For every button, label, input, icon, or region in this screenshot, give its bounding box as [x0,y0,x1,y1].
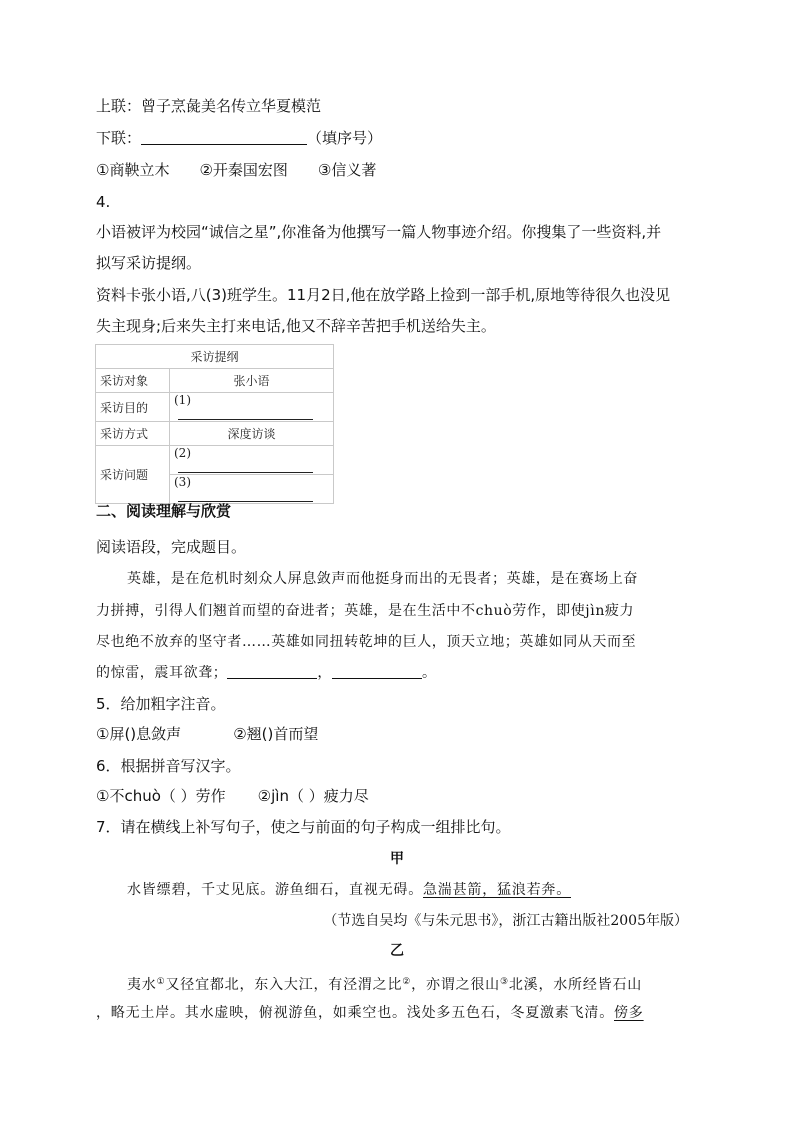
row-answer-cell [170,475,334,504]
question-5-items [96,724,318,744]
couplet-lower-hint: （填序号） [307,129,383,147]
text-b-seg-2: 又径宜都北，东入大江，有泾渭之比 [165,977,403,993]
text-a-title: 甲 [390,851,404,867]
row-label: 采访对象 [96,369,170,393]
text-b-line-2 [96,1003,644,1023]
text-b-line-2-plain: ，略无土岸。其水虚映，俯视游鱼，如乘空也。浅处多五色石，冬夏激素飞清。 [96,1005,614,1021]
footnote-marker-1: ① [156,977,166,987]
parallel-blank-2[interactable] [332,663,422,679]
q5-answer-paren-1[interactable]: () [124,725,137,743]
question-4-intro-line-1: 小语被评为校园“诚信之星”,你准备为他撰写一篇人物事迹介绍。你搜集了一些资料,并 [96,223,662,241]
couplet-upper: 上联：曾子烹彘美名传立华夏模范 [96,97,322,115]
row-label: 采访目的 [96,393,170,422]
row-value: 张小语 [170,369,334,393]
passage-line-3: 尽也绝不放弃的坚守者……英雄如同扭转乾坤的巨人，顶天立地；英雄如同从天而至 [96,634,637,650]
passage-period: 。 [422,665,437,681]
couplet-option-2: ②开秦国宏图 [199,161,288,179]
text-b-seg-4: 北溪，水所经皆石山 [508,977,643,993]
row-value: 深度访谈 [170,422,334,446]
q5-item-2-prefix: ②翘 [233,725,262,743]
text-b-line-2-underlined: 傍多 [614,1005,644,1021]
interview-outline-table [95,344,334,504]
row-answer-cell [170,446,334,475]
q6-item-2: ②jìn（ ）疲力尽 [257,787,369,805]
passage-comma: ， [317,665,333,681]
couplet-lower [96,128,382,148]
row-label: 采访方式 [96,422,170,446]
answer-blank-2[interactable] [178,460,313,473]
couplet-option-3: ③信义著 [317,161,377,179]
text-b-title: 乙 [390,943,404,959]
answer-index: (1) [174,393,191,407]
footnote-marker-3: ③ [499,977,509,987]
question-7-prompt: 7．请在横线上补写句子，使之与前面的句子构成一组排比句。 [96,818,511,836]
question-6-prompt: 6．根据拼音写汉字。 [96,757,241,775]
passage-line-4 [96,663,437,683]
text-a-body [127,880,571,900]
question-4-intro-line-2: 拟写采访提纲。 [96,254,202,272]
text-a-underlined: 急湍甚箭，猛浪若奔。 [423,882,571,898]
answer-index: (3) [174,475,191,489]
text-b-seg-1: 夷水 [127,977,157,993]
question-5-prompt: 5．给加粗字注音。 [96,695,226,713]
couplet-options [96,160,376,180]
row-answer-cell [170,393,334,422]
q5-item-2-suffix: 首而望 [273,725,319,743]
q5-item-1-prefix: ①屏 [96,725,125,743]
table-row [96,369,334,393]
table-title: 采访提纲 [96,345,334,369]
question-4-number: 4. [96,193,111,211]
q5-item-1-suffix: 息敛声 [136,725,182,743]
text-b-seg-3: ，亦谓之很山 [411,977,500,993]
text-b-line-1 [127,972,642,995]
couplet-lower-label: 下联： [96,129,142,147]
q5-answer-paren-2[interactable]: () [261,725,274,743]
passage-line-1: 英雄，是在危机时刻众人屏息敛声而他挺身而出的无畏者；英雄，是在赛场上奋 [127,571,638,587]
section-heading: 二、阅读理解与欣赏 [96,502,232,520]
couplet-answer-blank[interactable] [141,129,307,145]
answer-index: (2) [174,446,191,460]
info-card-line-1: 资料卡张小语,八(3)班学生。11月2日,他在放学路上捡到一部手机,原地等待很久也没见 [96,286,671,304]
passage-line-4-text: 的惊雷，震耳欲聋； [96,665,228,681]
row-label: 采访问题 [96,446,170,504]
parallel-blank-1[interactable] [227,663,317,679]
reading-instruction: 阅读语段，完成题目。 [96,538,247,556]
answer-blank-1[interactable] [178,407,313,420]
text-a-source: （节选自吴均《与朱元思书》，浙江古籍出版社2005年版） [323,913,688,929]
table-row [96,422,334,446]
couplet-option-1: ①商鞅立木 [96,161,170,179]
info-card-line-2: 失主现身;后来失主打来电话,他又不辞辛苦把手机送给失主。 [96,317,496,335]
footnote-marker-2: ② [402,977,412,987]
table-row [96,393,334,422]
question-6-items [96,786,369,806]
text-a-plain: 水皆缥碧，千丈见底。游鱼细石，直视无碍。 [127,882,423,898]
passage-line-2: 力拼搏，引得人们翘首而望的奋进者；英雄，是在生活中不chuò劳作，即使jìn疲力 [96,603,635,619]
q6-item-1: ①不chuò（ ）劳作 [96,787,226,805]
table-row [96,446,334,475]
